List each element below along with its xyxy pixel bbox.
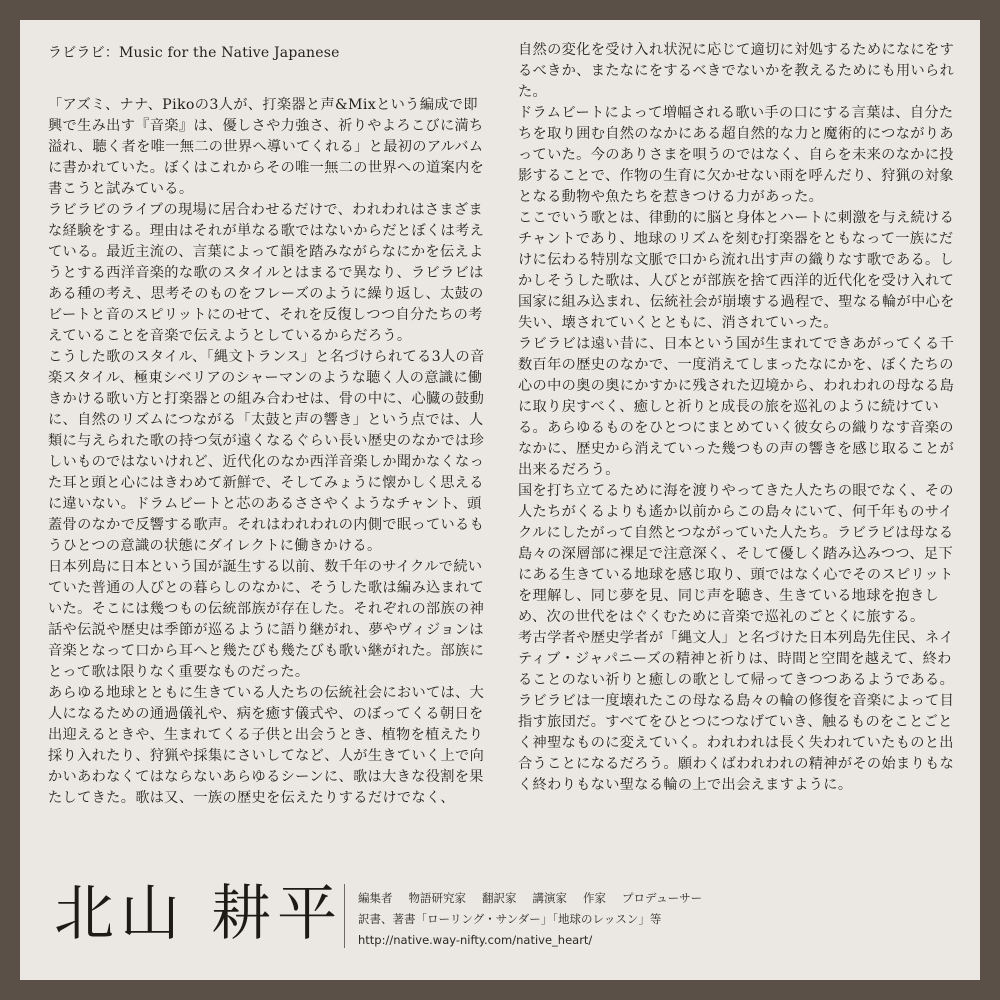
author-url[interactable]: http://native.way-nifty.com/native_heart/ xyxy=(358,933,593,947)
author-footer xyxy=(42,872,942,962)
right-column-body xyxy=(518,40,960,796)
article-page xyxy=(20,20,980,980)
author-works: 訳書、著書「ローリング・サンダー」「地球のレッスン」等 xyxy=(358,912,662,926)
paragraph: 国を打ち立てるために海を渡りやってきた人たちの眼でなく、その人たちがくるよりも遙か以前からこの島々にいて、何千年ものサイクルにしたがって自然とつながっていた人たち。ラビラビは母なる島々の深層部に裸足で注意深く、そして優しく踏み込みつつ、足下にある生きている地球を感じ取り、頭ではなく心でそのスピリットを理解し、同じ夢を見、同じ声を聴き、生きている地球を抱きしめ、次の世代をはぐくむために音楽で巡礼のごとくに旅する。 xyxy=(518,483,954,625)
left-column-body xyxy=(48,95,490,809)
paragraph: 日本列島に日本という国が誕生する以前、数千年のサイクルで続いていた普通の人びとの暮らしのなかに、そうした歌は編み込まれていた。そこには幾つもの伝統部族が存在した。それぞれの部族の神話や伝説や歴史は季節が巡るように語り継がれ、夢やヴィジョンは音楽となって口から耳へと幾たびも幾たびも歌い継がれた。部族にとって歌は限りなく重要なものだった。 xyxy=(48,559,485,680)
right-column xyxy=(518,40,960,796)
paragraph: ドラムビートによって増幅される歌い手の口にする言葉は、自分たちを取り囲む自然のなかにある超自然的な力と魔術的につながりあっていた。今のありさまを唄うのではなく、自らを未来のなかに投影することで、作物の生育に欠かせない雨を呼んだり、狩猟の対象となる動物や魚たちを惹きつける力があった。 xyxy=(518,105,954,205)
paragraph: 自然の変化を受け入れ状況に応じて適切に対処するためになにをするべきか、またなにをするべきでないかを教えるためにも用いられた。 xyxy=(518,42,955,100)
footer-divider xyxy=(344,884,345,948)
left-column xyxy=(48,43,490,809)
paragraph: あらゆる地球とともに生きている人たちの伝統社会においては、大人になるための通過儀礼や、病を癒す儀式や、のぼってくる朝日を出迎えるときや、生まれてくる子供と出会うとき、植物を植えたり採り入れたり、狩猟や採集にさいしてなど、人が生きていく上で向かいあわなくてはならないあらゆるシーンに、歌は大きな役割を果たしてきた。歌は又、一族の歴史を伝えたりするだけでなく、 xyxy=(48,685,485,806)
paragraph: 考古学者や歴史学者が「縄文人」と名づけた日本列島先住民、ネイティブ・ジャパニーズの精神と祈りは、時間と空間を越えて、終わることのない祈りと癒しの歌として帰ってきつつあるようである。ラビラビは一度壊れたこの母なる島々の輪の修復を音楽によって目指す旅団だ。すべてをひとつにつなげていき、触るものをことごとく神聖なものに変えていく。われわれは長く失われていたものと出合うことになるだろう。願わくばわれわれの精神がその始まりもなく終わりもない聖なる輪の上で出会えますように。 xyxy=(518,630,955,793)
paragraph: こうした歌のスタイル、「縄文トランス」と名づけられてる3人の音楽スタイル、極東シベリアのシャーマンのような聴く人の意識に働きかける歌い方と打楽器との組み合わせは、骨の中に、心臓の鼓動に、自然のリズムにつながる「太鼓と声の響き」という点では、人類に与えられた歌の持つ気が遠くなるぐらい長い歴史のなかでは珍しいものではないけれど、近代化のなか西洋音楽しか聞かなくなった耳と頭と心にはきわめて新鮮で、そしてみょうに懐かしく思えるに違いない。ドラムビートと芯のあるささやくようなチャント、頭蓋骨のなかで反響する歌声。それはわれわれの内側で眠っているもうひとつの意識の状態にダイレクトに働きかける。 xyxy=(48,349,485,554)
article-heading: ラビラビ：Music for the Native Japanese xyxy=(48,45,340,61)
author-role: 物語研究家 xyxy=(408,891,466,905)
author-name: 北山 耕平 xyxy=(54,879,344,949)
author-info xyxy=(358,888,718,951)
author-role: 作家 xyxy=(583,891,606,905)
paragraph: ラビラビは遠い昔に、日本という国が生まれてできあがってくる千数百年の歴史のなかで、一度消えてしまったなにかを、ぼくたちの心の中の奥の奥にかすかに残された辺境から、われわれの母なる島に取り戻すべく、癒しと祈りと成長の旅を巡礼のように続けている。あらゆるものをひとつにまとめていく彼女らの織りなす音楽のなかに、歴史から消えていった幾つもの声の響きを感じ取ることが出来るだろう。 xyxy=(518,336,955,478)
author-role: プロデューサー xyxy=(622,891,703,905)
paragraph: ラビラビのライブの現場に居合わせるだけで、われわれはさまざまな経験をする。理由はそれが単なる歌ではないからだとぼくは考えている。最近主流の、言葉によって韻を踏みながらなにかを伝えようとする西洋音楽的な歌のスタイルとはまるで異なり、ラビラビはある種の考え、思考そのものをフレーズのように繰り返し、太鼓のビートと音のスピリットにのせて、それを反復しつつ自分たちの考えていることを音楽で伝えようとしているからだろう。 xyxy=(48,202,485,344)
paragraph: 「アズミ、ナナ、Pikoの3人が、打楽器と声&Mixという編成で即興で生み出す『音楽』は、優しさや力強さ、祈りやよろこびに満ち溢れ、聴く者を唯一無二の世界へ導いてくれる」と最初のアルバムに書かれていた。ぼくはこれからその唯一無二の世界への道案内を書こうと試みている。 xyxy=(48,97,485,197)
paragraph: ここでいう歌とは、律動的に脳と身体とハートに刺激を与え続けるチャントであり、地球のリズムを刻む打楽器をともなって一族にだけに伝わる特別な文脈で口から流れ出す声の織りなす歌である。しかしそうした歌は、人びとが部族を捨て西洋的近代化を受け入れて国家に組み込まれ、伝統社会が崩壊する過程で、聖なる輪が中心を失い、壊されていくとともに、消されていった。 xyxy=(518,210,955,331)
author-role: 講演家 xyxy=(532,891,567,905)
author-role: 翻訳家 xyxy=(482,891,517,905)
author-role: 編集者 xyxy=(358,891,393,905)
author-roles xyxy=(358,888,718,909)
